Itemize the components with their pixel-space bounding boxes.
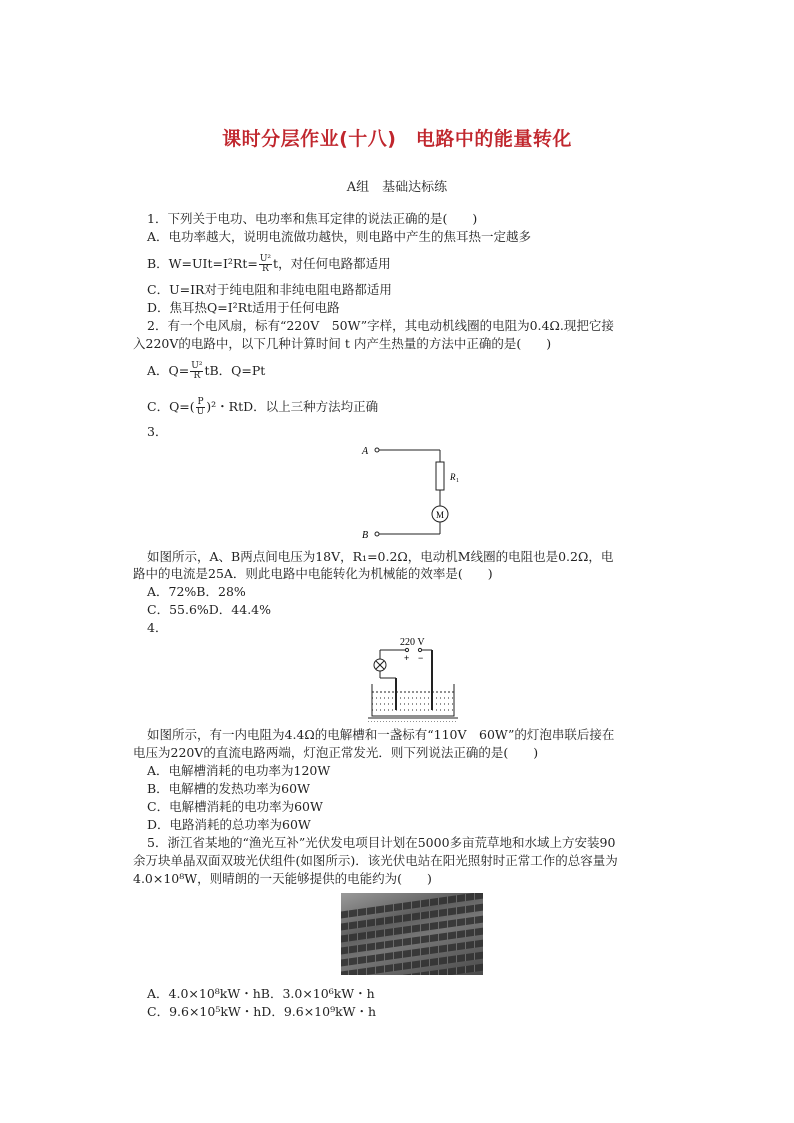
question-3-number: 3．	[147, 424, 168, 439]
option-2ab	[147, 362, 265, 381]
option-1b	[147, 255, 391, 274]
motor-label: M	[436, 510, 445, 520]
option-2d-text: )²・RtD．以上三种方法均正确	[206, 399, 379, 414]
terminal-a-label: A	[362, 446, 369, 457]
electrolysis-figure-4	[368, 634, 458, 722]
question-3-text: 如图所示，A、B两点间电压为18V，R₁=0.2Ω，电动机M线圈的电阻也是0.2Ω，电	[147, 549, 614, 564]
circuit-figure-3	[360, 440, 470, 544]
option-1a: A．电功率越大，说明电流做功越快，则电路中产生的焦耳热一定越多	[147, 229, 532, 244]
fraction-u2-r: $\frac{\text{U²}}{R}$	[259, 254, 272, 274]
option-2cd	[147, 398, 378, 417]
option-1c: C．U=IR对于纯电阻和非纯电阻电路都适用	[147, 282, 392, 297]
option-4d: D．电路消耗的总功率为60W	[147, 817, 311, 832]
section-heading: A组 基础达标练	[346, 180, 448, 195]
option-1d: D．焦耳热Q=I²Rt适用于任何电路	[147, 300, 340, 315]
resistor-r1-icon	[436, 462, 444, 490]
option-5ab: A．4.0×10⁸kW・hB．3.0×10⁶kW・h	[147, 986, 375, 1001]
terminal-plus-icon	[405, 648, 408, 651]
option-2a-text: A．Q=	[147, 363, 190, 378]
question-4-cont: 电压为220V的直流电路两端，灯泡正常发光．则下列说法正确的是( )	[133, 745, 539, 760]
option-2c-text: C．Q=(	[147, 399, 195, 414]
minus-sign: −	[418, 653, 424, 663]
option-2b-text: tB．Q=Pt	[204, 363, 266, 378]
terminal-b-label: B	[362, 530, 369, 541]
terminal-minus-icon	[418, 648, 421, 651]
fraction-u2-r-2: $\frac{\text{U²}}{R}$	[191, 361, 203, 381]
terminal-b-icon	[375, 532, 379, 536]
option-5cd: C．9.6×10⁵kW・hD．9.6×10⁹kW・h	[147, 1004, 377, 1019]
tank-icon	[372, 684, 454, 716]
question-2: 2．有一个电风扇，标有“220V 50W”字样，其电动机线圈的电阻为0.4Ω.现把它接	[147, 318, 614, 333]
voltage-label: 220 V	[400, 637, 425, 648]
question-3-cont: 路中的电流是25A．则此电路中电能转化为机械能的效率是( )	[133, 566, 493, 581]
question-4-text: 如图所示，有一内电阻为4.4Ω的电解槽和一盏标有“110V 60W”的灯泡串联后接在	[147, 727, 615, 742]
option-3ab: A．72%B．28%	[147, 584, 246, 599]
option-4b: B．电解槽的发热功率为60W	[147, 781, 310, 796]
question-1: 1．下列关于电功、电功率和焦耳定律的说法正确的是( )	[147, 211, 478, 226]
question-5: 5．浙江省某地的“渔光互补”光伏发电项目计划在5000多亩荒草地和水域上方安装90	[147, 835, 616, 850]
question-2-cont: 入220V的电路中，以下几种计算时间 t 内产生热量的方法中正确的是( )	[133, 336, 552, 351]
page-title: 课时分层作业(十八) 电路中的能量转化	[222, 128, 572, 150]
option-3cd: C．55.6%D．44.4%	[147, 602, 272, 617]
question-5-cont: 余万块单晶双面双玻光伏组件(如图所示)．该光伏电站在阳光照射时正常工作的总容量为	[133, 853, 618, 868]
option-1b-text: B．W=UIt=I²Rt=	[147, 256, 258, 271]
terminal-a-icon	[375, 448, 379, 452]
plus-sign: +	[404, 653, 410, 663]
option-4a: A．电解槽消耗的电功率为120W	[147, 763, 331, 778]
resistor-subscript: 1	[456, 478, 459, 484]
question-5-cont-2: 4.0×10⁸W，则晴朗的一天能够提供的电能约为( )	[133, 871, 432, 886]
fraction-p-u: $\frac{P}{U}$	[196, 397, 205, 417]
resistor-label: R	[450, 472, 456, 482]
option-4c: C．电解槽消耗的电功率为60W	[147, 799, 323, 814]
solar-panel-photo	[341, 893, 483, 975]
question-4-number: 4．	[147, 620, 168, 635]
option-1b-tail: t，对任何电路都适用	[273, 256, 391, 271]
